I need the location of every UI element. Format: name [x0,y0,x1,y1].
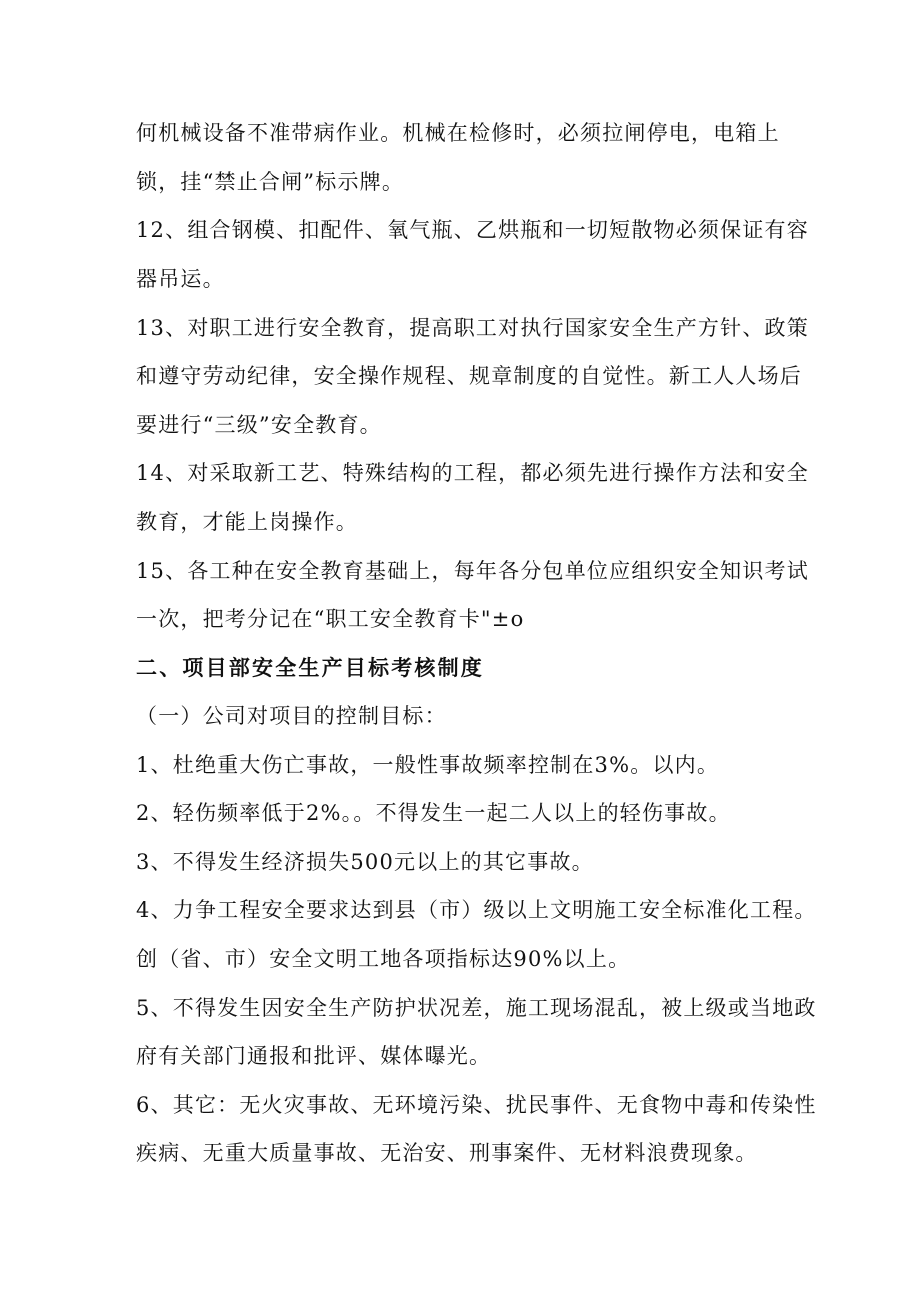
text-line: 府有关部门通报和批评、媒体曝光。 [136,1044,492,1068]
text-line: 疾病、无重大质量事故、无治安、刑事案件、无材料浪费现象。 [136,1141,758,1165]
text-line: 6、其它：无火灾事故、无环境污染、扰民事件、无食物中毒和传染性 [136,1093,817,1117]
text-line: 15、各工种在安全教育基础上，每年各分包单位应组织安全知识考试 [136,559,809,583]
text-line: 12、组合钢模、扣配件、氧气瓶、乙烘瓶和一切短散物必须保证有容 [136,218,809,242]
text-line: 5、不得发生因安全生产防护状况差，施工现场混乱，被上级或当地政 [136,996,817,1020]
text-line: 2、轻伤频率低于2%。。不得发生一起二人以上的轻伤事故。 [136,801,731,825]
text-line: 14、对采取新工艺、特殊结构的工程，都必须先进行操作方法和安全 [136,461,809,485]
section-heading: 二、项目部安全生产目标考核制度 [136,655,484,680]
text-line: 教育，才能上岗操作。 [136,510,358,534]
text-line: 器吊运。 [136,267,225,291]
text-line: 4、力争工程安全要求达到县（市）级以上文明施工安全标准化工程。 [136,898,817,922]
subsection-heading: （一）公司对项目的控制目标： [136,704,447,728]
text-line: 13、对职工进行安全教育，提高职工对执行国家安全生产方针、政策 [136,316,809,340]
text-line: 创（省、市）安全文明工地各项指标达90%以上。 [136,947,631,971]
text-line: 3、不得发生经济损失500元以上的其它事故。 [136,850,594,874]
text-line: 要进行“三级”安全教育。 [136,413,382,437]
text-line: 何机械设备不准带病作业。机械在检修时，必须拉闸停电，电箱上 [136,121,780,145]
text-line: 和遵守劳动纪律，安全操作规程、规章制度的自觉性。新工人人场后 [136,364,802,388]
text-line: 一次，把考分记在“职工安全教育卡"±o [136,607,525,631]
text-line: 锁，挂“禁止合闸”标示牌。 [136,170,405,194]
text-line: 1、杜绝重大伤亡事故，一般性事故频率控制在3%。以内。 [136,753,720,777]
